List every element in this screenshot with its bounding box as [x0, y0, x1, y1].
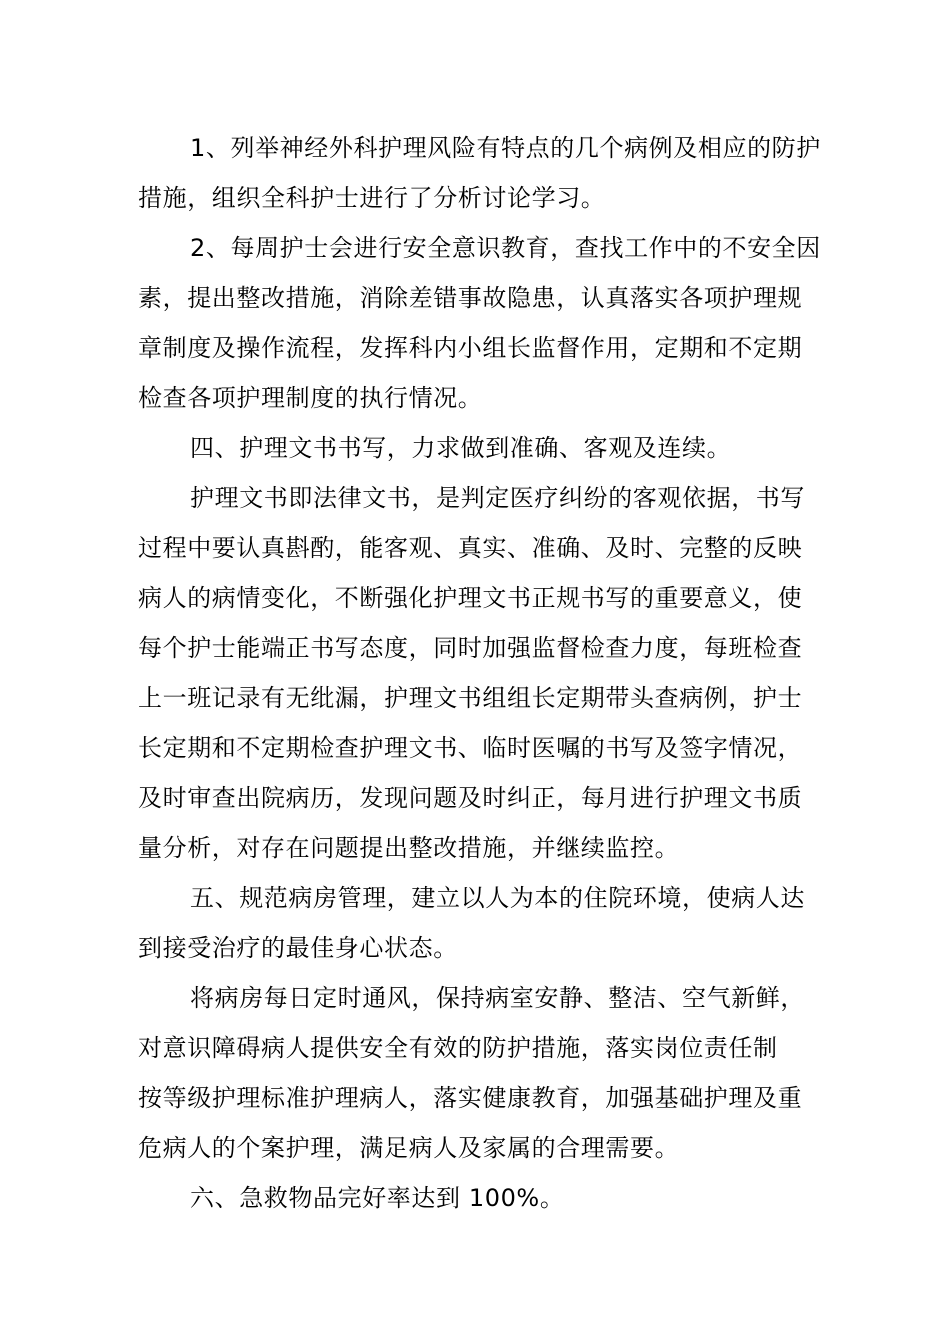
- text-line: 2、每周护士会进行安全意识教育，查找工作中的不安全因: [190, 234, 821, 262]
- section-heading: 四、护理文书书写，力求做到准确、客观及连续。: [190, 434, 732, 462]
- text-line: 素，提出整改措施，消除差错事故隐患，认真落实各项护理规: [138, 284, 803, 312]
- text-line: 每个护士能端正书写态度，同时加强监督检查力度，每班检查: [138, 634, 803, 662]
- text-line: 对意识障碍病人提供安全有效的防护措施，落实岗位责任制: [138, 1034, 778, 1062]
- text-line: 将病房每日定时通风，保持病室安静、整洁、空气新鲜，: [190, 984, 805, 1012]
- text-line: 及时审查出院病历，发现问题及时纠正，每月进行护理文书质: [138, 784, 803, 812]
- text-line: 护理文书即法律文书，是判定医疗纠纷的客观依据，书写: [190, 484, 805, 512]
- text-line: 1、列举神经外科护理风险有特点的几个病例及相应的防护: [190, 134, 821, 162]
- text-line: 检查各项护理制度的执行情况。: [138, 384, 483, 412]
- text-line: 到接受治疗的最佳身心状态。: [138, 934, 458, 962]
- text-line: 过程中要认真斟酌，能客观、真实、准确、及时、完整的反映: [138, 534, 803, 562]
- text-line: 按等级护理标准护理病人，落实健康教育，加强基础护理及重: [138, 1084, 803, 1112]
- section-heading: 五、规范病房管理，建立以人为本的住院环境，使病人达: [190, 884, 805, 912]
- text-line: 量分析，对存在问题提出整改措施，并继续监控。: [138, 834, 680, 862]
- text-line: 措施，组织全科护士进行了分析讨论学习。: [138, 184, 606, 212]
- text-line: 危病人的个案护理，满足病人及家属的合理需要。: [138, 1134, 680, 1162]
- text-line: 章制度及操作流程，发挥科内小组长监督作用，定期和不定期: [138, 334, 803, 362]
- text-line: 上一班记录有无纰漏，护理文书组组长定期带头查病例，护士: [138, 684, 803, 712]
- text-line: 长定期和不定期检查护理文书、临时医嘱的书写及签字情况，: [138, 734, 803, 762]
- text-line: 病人的病情变化，不断强化护理文书正规书写的重要意义，使: [138, 584, 803, 612]
- section-heading: 六、急救物品完好率达到 100%。: [190, 1184, 565, 1212]
